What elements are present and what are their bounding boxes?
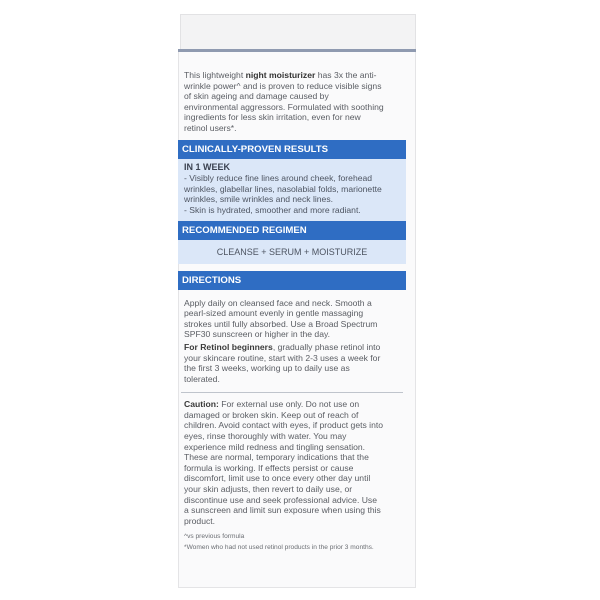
regimen-steps: CLEANSE + SERUM + MOISTURIZE — [178, 240, 406, 264]
results-panel — [178, 159, 406, 221]
regimen-heading: RECOMMENDED REGIMEN — [178, 221, 406, 240]
footnote: *Women who had not used retinol products in the prior 3 months. — [184, 544, 374, 552]
footnotes — [184, 532, 384, 552]
product-info-content — [184, 70, 384, 554]
caution-paragraph: Caution: For external use only. Do not use on damaged or broken skin. Keep out of reach of children. Avoid contact with eyes, if product gets into eyes, rinse thoroughly with water. You may experience mild redness and tingling sensation. These are normal, temporary indications that the formula is working. If effects persist or cause discomfort, limit use to once every other day until your skin adjusts, then revert to daily use, or discontinue use and seek professional advice. Use a sunscreen and limit sun exposure when using this product. — [184, 399, 384, 526]
intro-bold: night moisturizer — [245, 70, 316, 80]
directions-body — [184, 298, 384, 385]
footnote: ^vs previous formula — [184, 533, 245, 541]
result-bullet: - Skin is hydrated, smoother and more radiant. — [184, 204, 361, 215]
retinol-paragraph: For Retinol beginners, gradually phase retinol into your skincare routine, start with 2-3 uses a week for the first 3 weeks, working up to daily use as tolerated. — [184, 341, 381, 384]
directions-heading: DIRECTIONS — [178, 271, 406, 290]
box-top-edge — [178, 49, 416, 52]
box-top-flap — [180, 14, 416, 49]
week-label: IN 1 WEEK — [184, 161, 231, 172]
directions-text: Apply daily on cleansed face and neck. Smooth a pearl-sized amount evenly in gentle massaging strokes until fully absorbed. Use a Broad Spectrum SPF30 sunscreen or higher in the day. — [184, 297, 378, 340]
results-heading: CLINICALLY-PROVEN RESULTS — [178, 140, 406, 159]
result-bullet: - Visibly reduce fine lines around cheek, forehead wrinkles, glabellar lines, nasolabial folds, marionette wrinkles, smile wrinkles and neck lines. — [184, 173, 382, 205]
divider — [181, 392, 403, 393]
intro-paragraph: This lightweight night moisturizer has 3x the anti-wrinkle power^ and is proven to reduce visible signs of skin ageing and damage caused by environmental aggressors. Formulated with soothing ingredients for less skin irritation, even for new retinol users*. — [184, 70, 384, 133]
